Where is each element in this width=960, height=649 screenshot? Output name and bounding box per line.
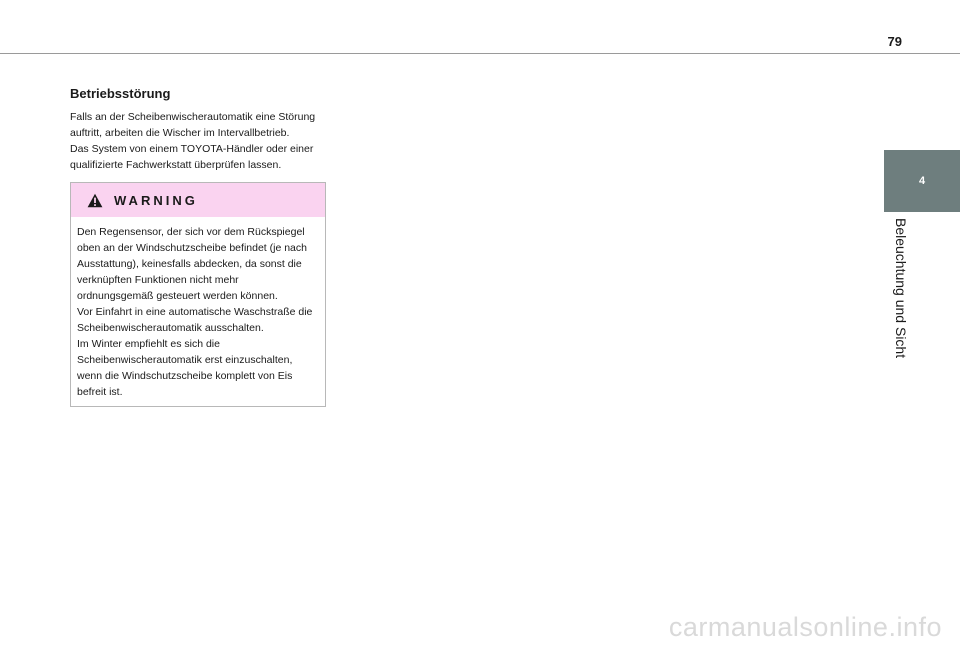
warning-triangle-icon <box>87 193 103 208</box>
warning-line: Vor Einfahrt in eine automatische Waschstraße die <box>77 306 313 318</box>
warning-line: Den Regensensor, der sich vor dem Rückspiegel <box>77 226 305 238</box>
header-divider <box>0 53 960 54</box>
section-heading: Betriebsstörung <box>70 86 171 101</box>
section-body <box>70 109 326 173</box>
warning-body <box>71 217 325 406</box>
warning-line: Scheibenwischerautomatik erst einzuschalten, <box>77 354 293 366</box>
page-number: 79 <box>887 34 902 49</box>
chapter-title: Beleuchtung und Sicht <box>893 218 909 359</box>
watermark: carmanualsonline.info <box>668 612 942 642</box>
warning-line: befreit ist. <box>77 386 123 398</box>
body-line: Falls an der Scheibenwischerautomatik eine Störung <box>70 111 316 123</box>
warning-line: ordnungsgemäß gesteuert werden können. <box>77 290 278 302</box>
body-line: Das System von einem TOYOTA-Händler oder einer <box>70 143 314 155</box>
chapter-tab[interactable] <box>884 150 960 212</box>
warning-line: verknüpften Funktionen nicht mehr <box>77 274 239 286</box>
warning-line: wenn die Windschutzscheibe komplett von Eis <box>77 370 293 382</box>
warning-box <box>70 182 326 407</box>
chapter-number: 4 <box>918 175 926 187</box>
main-content <box>70 86 326 407</box>
body-line: qualifizierte Fachwerkstatt überprüfen lassen. <box>70 159 282 171</box>
warning-line: oben an der Windschutzscheibe befindet (je nach <box>77 242 307 254</box>
warning-line: Ausstattung), keinesfalls abdecken, da sonst die <box>77 258 302 270</box>
warning-line: Im Winter empfiehlt es sich die <box>77 338 220 350</box>
warning-line: Scheibenwischerautomatik ausschalten. <box>77 322 264 334</box>
warning-header <box>71 183 325 217</box>
body-line: auftritt, arbeiten die Wischer im Intervallbetrieb. <box>70 127 290 139</box>
warning-title: WARNING <box>114 192 198 208</box>
